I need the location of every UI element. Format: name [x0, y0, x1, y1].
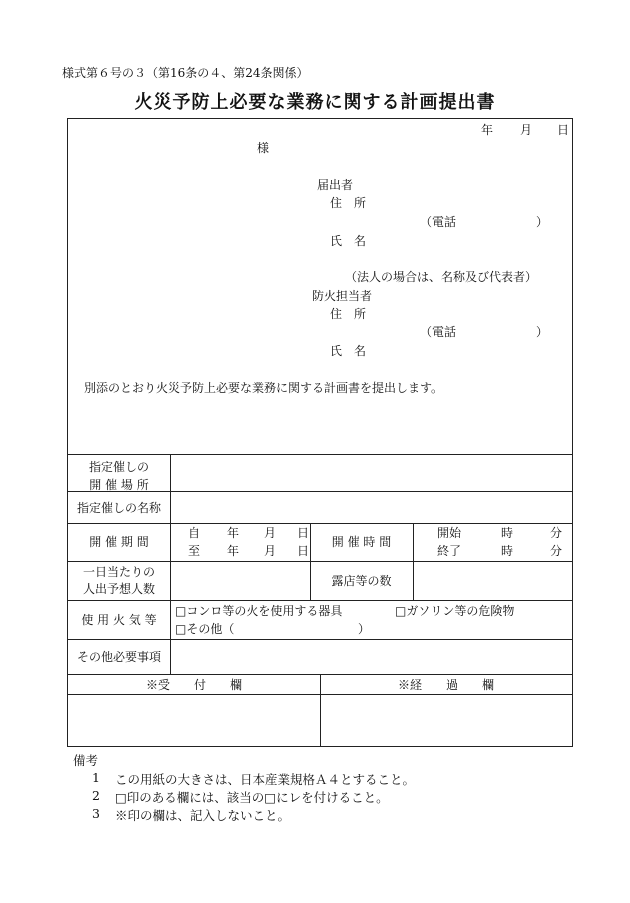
time-label: 開 催 時 間 — [331, 535, 392, 549]
form-number-label: 様式第６号の３（第16条の４、第24条関係） — [62, 66, 309, 80]
time-start-minute: 分 — [550, 526, 563, 540]
fire-officer-name-label: 氏 名 — [330, 344, 367, 358]
divider-attendance — [68, 600, 572, 601]
corporate-note: （法人の場合は、名称及び代表者） — [345, 270, 538, 284]
date-day: 日 — [557, 123, 570, 137]
period-label: 開 催 期 間 — [89, 535, 149, 549]
event-name-label: 指定催しの名称 — [76, 501, 161, 515]
period-to-year: 年 — [227, 544, 240, 558]
note-number: 2 — [92, 788, 100, 803]
reception-column-header: ※受 付 欄 — [145, 678, 242, 692]
stalls-field[interactable] — [414, 562, 571, 599]
period-to-day: 日 — [297, 544, 310, 558]
time-start-label: 開始 — [437, 526, 462, 540]
form-table — [67, 118, 573, 747]
stalls-label: 露店等の数 — [331, 574, 392, 588]
period-from-year: 年 — [227, 526, 240, 540]
attendance-field[interactable] — [171, 562, 309, 599]
fire-officer-heading: 防火担当者 — [312, 289, 373, 303]
document-title: 火災予防上必要な業務に関する計画提出書 — [134, 92, 496, 113]
applicant-phone-close: ） — [536, 215, 549, 229]
divider-name — [68, 523, 572, 524]
period-to: 至 — [188, 544, 201, 558]
note-number: 3 — [92, 806, 100, 821]
applicant-heading: 届出者 — [317, 178, 354, 192]
fire-option-hazardous-checkbox[interactable]: □ガソリン等の危険物 — [395, 604, 515, 618]
other-items-label: その他必要事項 — [76, 650, 161, 664]
event-name-field[interactable] — [171, 492, 571, 522]
progress-column-header: ※経 過 欄 — [397, 678, 494, 692]
note-number: 1 — [92, 770, 100, 785]
attendance-label: 一日当たりの 人出予想人数 — [82, 565, 155, 597]
date-month: 月 — [520, 123, 533, 137]
fire-option-other-checkbox[interactable]: □その他（ — [175, 622, 235, 636]
applicant-address-label: 住 所 — [330, 196, 367, 210]
applicant-phone-open: （電話 — [420, 215, 457, 229]
fire-use-label: 使 用 火 気 等 — [81, 613, 157, 627]
note-text: □印のある欄には、該当の□にレを付けること。 — [115, 790, 389, 805]
notes-heading: 備考 — [73, 753, 99, 768]
date-year: 年 — [481, 123, 494, 137]
submission-statement: 別添のとおり火災予防上必要な業務に関する計画書を提出します。 — [84, 381, 444, 395]
note-text: ※印の欄は、記入しないこと。 — [115, 808, 291, 823]
time-end-hour: 時 — [501, 544, 514, 558]
period-to-month: 月 — [264, 544, 277, 558]
fire-officer-address-label: 住 所 — [330, 307, 367, 321]
fire-officer-phone-open: （電話 — [420, 325, 457, 339]
venue-label: 指定催しの 開 催 場 所 — [88, 460, 149, 492]
period-from-day: 日 — [297, 526, 310, 540]
period-from-month: 月 — [264, 526, 277, 540]
applicant-name-label: 氏 名 — [330, 234, 367, 248]
addressee-suffix: 様 — [257, 141, 270, 155]
time-end-minute: 分 — [550, 544, 563, 558]
note-text: この用紙の大きさは、日本産業規格Ａ４とすること。 — [115, 772, 416, 787]
time-end-label: 終了 — [437, 544, 462, 558]
other-items-field[interactable] — [171, 640, 571, 673]
venue-field[interactable] — [171, 455, 571, 490]
time-start-hour: 時 — [501, 526, 514, 540]
fire-option-other-close: ） — [358, 622, 371, 636]
fire-officer-phone-close: ） — [536, 325, 549, 339]
fire-option-stove-checkbox[interactable]: □コンロ等の火を使用する器具 — [175, 604, 343, 618]
period-from: 自 — [188, 526, 201, 540]
